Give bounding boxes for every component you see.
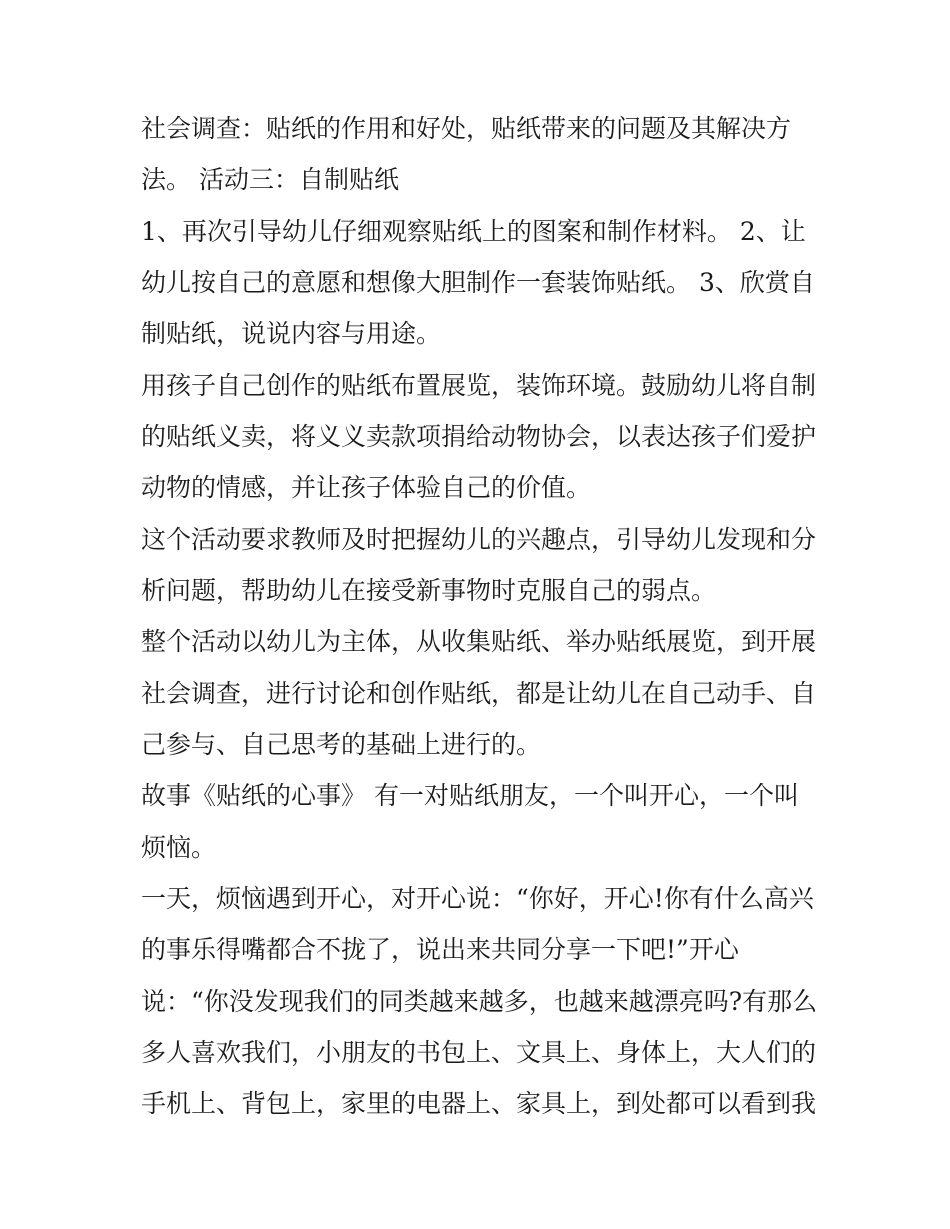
text-line: 制贴纸，说说内容与用途。 bbox=[141, 319, 442, 348]
text-line: 故事《贴纸的心事》 有一对贴纸朋友，一个叫开心，一个叫 bbox=[141, 781, 799, 810]
text-line: 法。 活动三：自制贴纸 bbox=[141, 165, 399, 194]
text-line: 的贴纸义卖，将义义卖款项捐给动物协会，以表达孩子们爱护 bbox=[141, 422, 817, 451]
text-line: 用孩子自己创作的贴纸布置展览，装饰环境。鼓励幼儿将自制 bbox=[141, 371, 817, 400]
text-line: 说：“你没发现我们的同类越来越多，也越来越漂亮吗?有那么 bbox=[141, 987, 818, 1016]
text-line: 幼儿按自己的意愿和想像大胆制作一套装饰贴纸。 3、欣赏自 bbox=[141, 268, 815, 297]
text-line: 手机上、背包上，家里的电器上、家具上，到处都可以看到我 bbox=[141, 1089, 817, 1118]
text-line: 1、再次引导幼儿仔细观察贴纸上的图案和制作材料。 2、让 bbox=[141, 217, 806, 246]
text-line: 这个活动要求教师及时把握幼儿的兴趣点，引导幼儿发现和分 bbox=[141, 525, 817, 554]
text-line: 动物的情感，并让孩子体验自己的价值。 bbox=[141, 473, 592, 502]
text-line: 整个活动以幼儿为主体，从收集贴纸、举办贴纸展览，到开展 bbox=[141, 627, 817, 656]
text-line: 己参与、自己思考的基础上进行的。 bbox=[141, 730, 542, 759]
text-line: 析问题，帮助幼儿在接受新事物时克服自己的弱点。 bbox=[141, 576, 717, 605]
text-line: 多人喜欢我们，小朋友的书包上、文具上、身体上，大人们的 bbox=[141, 1038, 817, 1067]
text-line: 一天，烦恼遇到开心，对开心说：“你好，开心!你有什么高兴 bbox=[141, 884, 814, 913]
text-line: 烦恼。 bbox=[141, 833, 217, 862]
text-line: 社会调查，进行讨论和创作贴纸，都是让幼儿在自己动手、自 bbox=[141, 679, 817, 708]
text-line: 的事乐得嘴都合不拢了，说出来共同分享一下吧!”开心 bbox=[141, 935, 739, 964]
text-line: 社会调查：贴纸的作用和好处，贴纸带来的问题及其解决方 bbox=[141, 114, 792, 143]
